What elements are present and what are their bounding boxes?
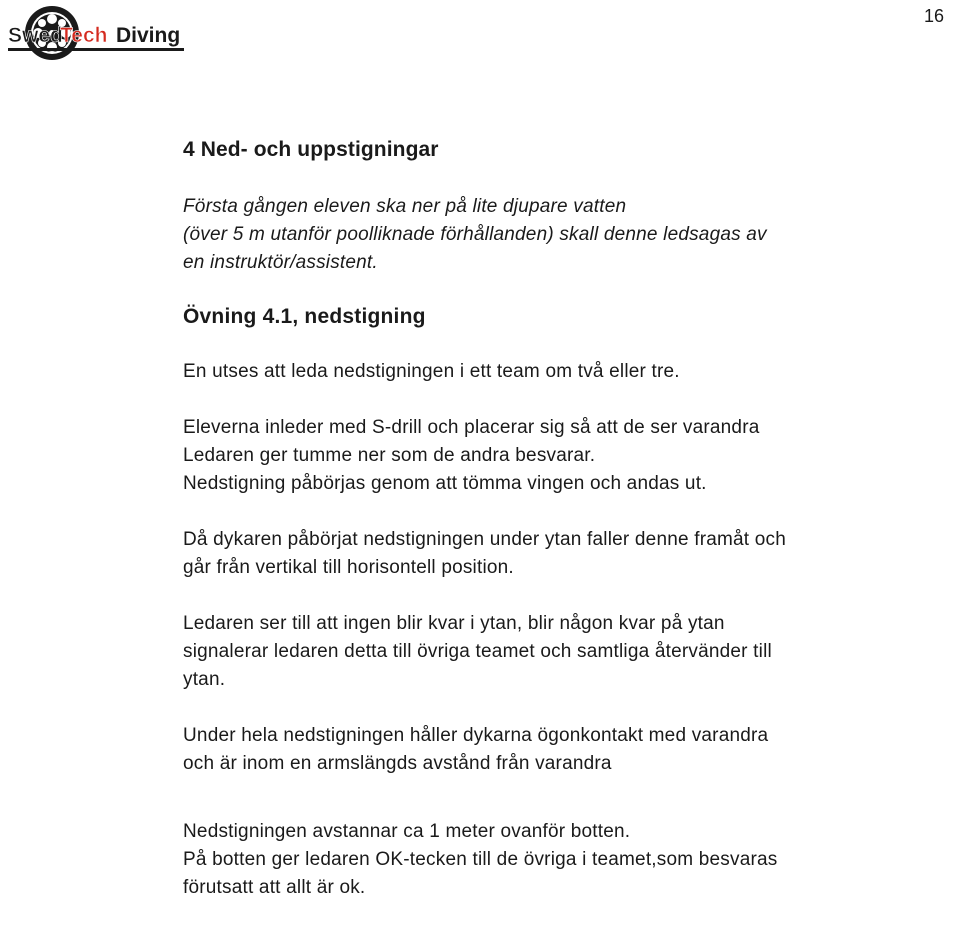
exercise-title [183, 303, 943, 331]
text-line: och är inom en armslängds avstånd från varandra [183, 753, 612, 774]
text-line: Ledaren ser till att ingen blir kvar i ytan, blir någon kvar på ytan [183, 613, 725, 634]
paragraph-start [183, 414, 943, 498]
logo-text-swed: Swed [8, 24, 63, 47]
text-line: Då dykaren påbörjat nedstigningen under ytan faller denne framåt och [183, 529, 786, 550]
intro-line: Första gången eleven ska ner på lite djupare vatten [183, 196, 627, 217]
document-body [183, 136, 943, 930]
text-line: signalerar ledaren detta till övriga teamet och samtliga återvänder till [183, 641, 772, 662]
text-line: förutsatt att allt är ok. [183, 877, 366, 898]
text-line: Eleverna inleder med S-drill och placerar sig så att de ser varandra [183, 417, 760, 438]
text-line: Nedstigning påbörjas genom att tömma vingen och andas ut. [183, 473, 707, 494]
paragraph-position [183, 526, 943, 582]
logo-text-tech: Tech [60, 24, 108, 47]
text-line: På botten ger ledaren OK-tecken till de övriga i teamet,som besvaras [183, 849, 778, 870]
paragraph-bottom [183, 818, 943, 902]
logo-text-diving: Diving [116, 24, 181, 47]
exercise-title-rest: 1, nedstigning [280, 305, 426, 328]
text-line: Nedstigningen avstannar ca 1 meter ovanför botten. [183, 821, 631, 842]
intro-paragraph [183, 193, 943, 277]
swedtech-diving-logo [6, 4, 186, 64]
page-number: 16 [923, 6, 944, 26]
exercise-title-bold: Övning 4. [183, 305, 281, 328]
paragraph-leader [183, 610, 943, 694]
intro-line: (över 5 m utanför poolliknade förhållanden) skall denne ledsagas av [183, 224, 767, 245]
text-line: går från vertikal till horisontell position. [183, 557, 514, 578]
logo-graphic [6, 4, 186, 64]
logo-underline [8, 48, 184, 51]
text-line: ytan. [183, 669, 226, 690]
paragraph-eye-contact [183, 722, 943, 778]
chapter-title: 4 Ned- och uppstigningar [183, 138, 439, 161]
text-line: Under hela nedstigningen håller dykarna ögonkontakt med varandra [183, 725, 769, 746]
text-line: En utses att leda nedstigningen i ett team om två eller tre. [183, 361, 680, 382]
intro-line: en instruktör/assistent. [183, 252, 378, 273]
text-line: Ledaren ger tumme ner som de andra besvarar. [183, 445, 596, 466]
paragraph-team [183, 358, 943, 386]
